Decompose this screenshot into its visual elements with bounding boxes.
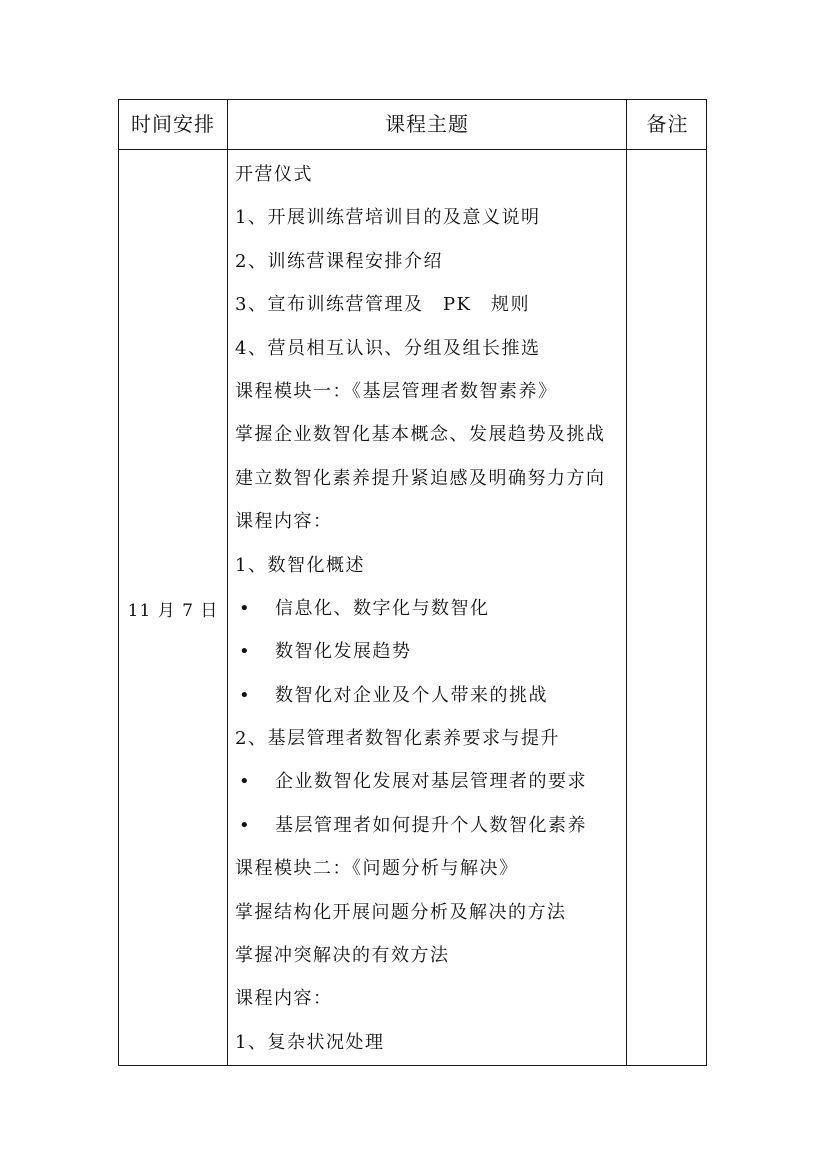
topic-line xyxy=(235,986,615,1029)
bullet-marker: • xyxy=(239,814,252,836)
bullet-marker: • xyxy=(239,771,252,793)
topic-line-text: 数智化对企业及个人带来的挑战 xyxy=(275,684,548,706)
topic-line xyxy=(235,249,615,292)
header-topic: 课程主题 xyxy=(385,112,469,136)
topic-line-text: 开营仪式 xyxy=(235,164,313,185)
schedule-table xyxy=(118,99,707,1066)
topic-line xyxy=(235,683,615,726)
topic-line-text: 企业数智化发展对基层管理者的要求 xyxy=(275,771,587,793)
topic-line xyxy=(235,379,615,422)
topic-line-text: 课程内容： xyxy=(235,511,333,533)
topic-line xyxy=(235,336,615,379)
topic-line xyxy=(235,596,615,639)
header-notes: 备注 xyxy=(646,112,689,136)
topic-line xyxy=(235,162,615,205)
bullet-marker: • xyxy=(239,684,252,706)
topic-line-text: 3、宣布训练营管理及 PK 规则 xyxy=(235,294,531,316)
topic-line xyxy=(235,466,615,509)
bullet-marker: • xyxy=(239,641,252,663)
topic-line xyxy=(235,900,615,943)
topic-line-text: 1、数智化概述 xyxy=(235,554,365,576)
topic-line-text: 课程模块一：《基层管理者数智素养》 xyxy=(235,380,558,402)
topic-line xyxy=(235,726,615,769)
topic-line xyxy=(235,292,615,335)
topic-line-text: 课程内容： xyxy=(235,988,333,1010)
column-divider-time xyxy=(227,100,228,1065)
topic-line xyxy=(235,639,615,682)
table-header-row xyxy=(119,100,706,150)
topic-line-text: 数智化发展趋势 xyxy=(275,641,412,663)
topic-line xyxy=(235,422,615,465)
topic-line xyxy=(235,856,615,899)
column-divider-notes xyxy=(626,100,627,1065)
topic-line xyxy=(235,813,615,856)
topic-line-text: 基层管理者如何提升个人数智化素养 xyxy=(275,814,587,836)
topic-line-text: 建立数智化素养提升紧迫感及明确努力方向 xyxy=(235,467,606,489)
topic-line xyxy=(235,205,615,248)
date-cell: 11 月 7 日 xyxy=(127,601,219,621)
topic-line-text: 课程模块二：《问题分析与解决》 xyxy=(235,858,519,880)
topic-line-text: 掌握冲突解决的有效方法 xyxy=(235,945,450,967)
topic-line xyxy=(235,509,615,552)
topic-line-text: 掌握企业数智化基本概念、发展趋势及挑战 xyxy=(235,424,606,446)
topic-line xyxy=(235,553,615,596)
topic-line-text: 4、营员相互认识、分组及组长推选 xyxy=(235,337,541,359)
topic-line-text: 1、开展训练营培训目的及意义说明 xyxy=(235,207,541,229)
header-time: 时间安排 xyxy=(131,112,215,136)
topic-line-text: 掌握结构化开展问题分析及解决的方法 xyxy=(235,901,567,923)
topic-line-text: 信息化、数字化与数智化 xyxy=(275,597,490,619)
topic-line xyxy=(235,943,615,986)
topic-line-text: 1、复杂状况处理 xyxy=(235,1031,385,1053)
topic-line-text: 2、基层管理者数智化素养要求与提升 xyxy=(235,728,560,750)
course-topic-cell xyxy=(235,162,615,1073)
topic-line-text: 2、训练营课程安排介绍 xyxy=(235,250,443,272)
bullet-marker: • xyxy=(239,597,252,619)
topic-line xyxy=(235,769,615,812)
topic-line xyxy=(235,1030,615,1073)
